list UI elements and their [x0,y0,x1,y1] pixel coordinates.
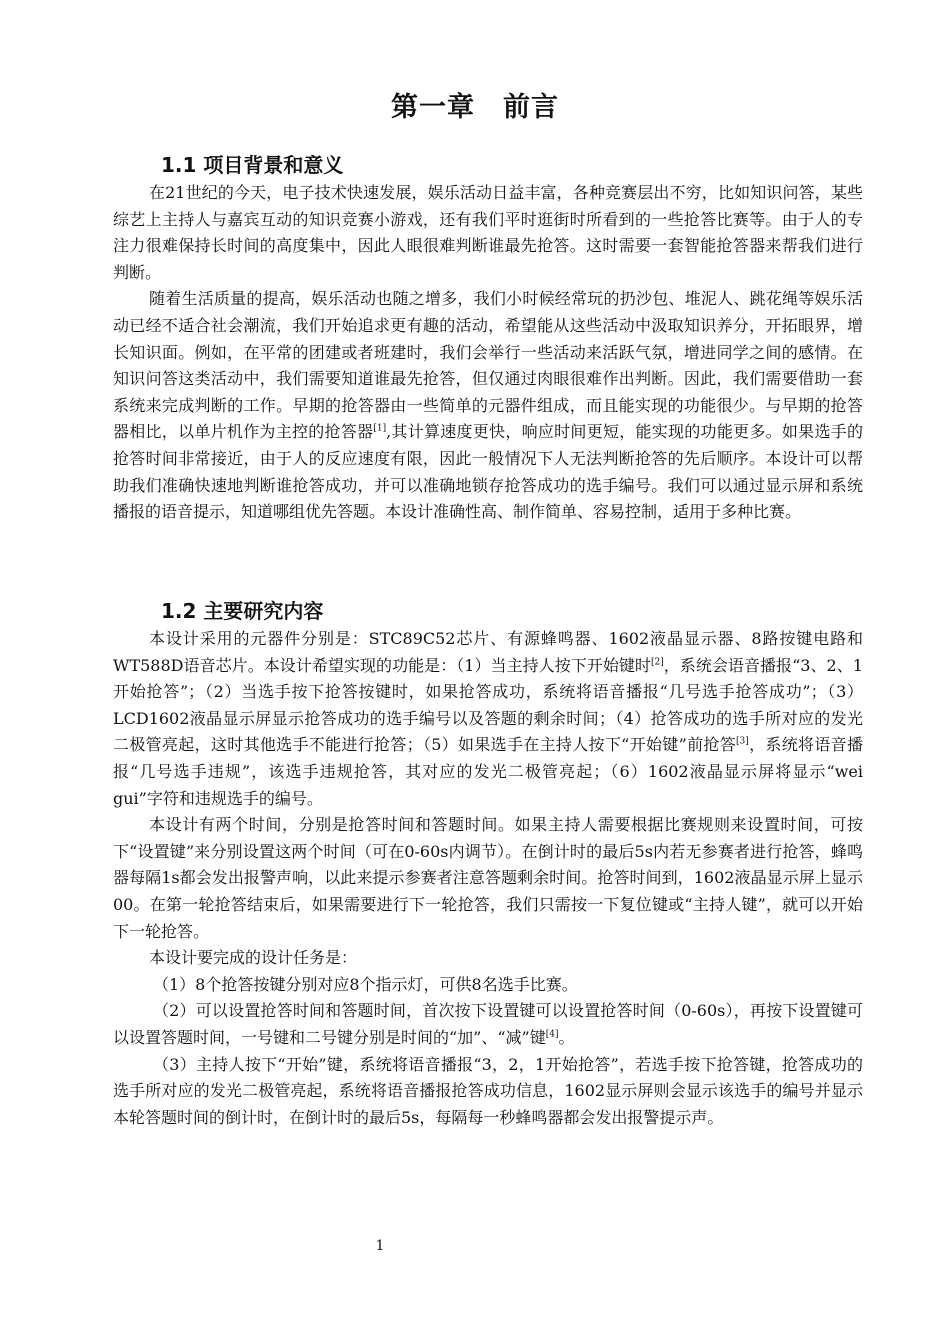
task-item: （1）8个抢答按键分别对应8个指示灯，可供8名选手比赛。 [153,974,578,994]
citation: [1] [373,424,387,435]
section-1-1 [113,150,863,526]
paragraph: 本设计有两个时间，分别是抢答时间和答题时间。如果主持人需要根据比赛规则来设置时间，可按下“设置键”来分别设置这两个时间（可在0-60s内调节）。在倒计时的最后5s内若无参赛者进行抢答，蜂鸣器每隔1s都会发出报警声响，以此来提示参赛者注意答题剩余时间。抢答时间到，1602液晶显示屏上显示00。在第一轮抢答结束后，如果需要进行下一轮抢答，我们只需按一下复位键或“主持人键”，就可以开始下一轮抢答。 [113,815,863,941]
text-run: ，系统将语音播报“几号选手违规”，该选手违规抢答，其对应的发光二极管亮起；（6）1602液晶显示屏将显示“wei gui”字符和违规选手的编号。 [113,735,863,808]
text-run: ,其计算速度更快，响应时间更短，能实现的功能更多。如果选手的抢答时间非常接近，由于人的反应速度有限，因此一般情况下人无法判断抢答的先后顺序。本设计可以帮助我们准确快速地判断谁抢答成功，并可以准确地锁存抢答成功的选手编号。我们可以通过显示屏和系统播报的语音提示，知道哪组优先答题。本设计准确性高、制作简单、容易控制，适用于多种比赛。 [113,422,863,522]
paragraph [113,286,863,525]
citation: [4] [545,1029,559,1040]
section-heading-1-1: 1.1 项目背景和意义 [161,153,344,177]
text-run: ，系统会语音播报“3、2、1开始抢答”；（2）当选手按下抢答按键时，如果抢答成功，系统将语音播报“几号选手抢答成功”；（3）LCD1602液晶显示屏显示抢答成功的选手编号以及答题的剩余时间；（4）抢答成功的选手所对应的发光二极管亮起，这时其他选手不能进行抢答；（5）如果选手在主持人按下“开始键”前抢答 [113,655,863,755]
chapter-title: 第一章 前言 [391,92,559,123]
section-heading-1-2: 1.2 主要研究内容 [161,599,324,623]
text-run: （2）可以设置抢答时间和答题时间，首次按下设置键可以设置抢答时间（0-60s），再按下设置键可以设置答题时间，一号键和二号键分别是时间的“加”、“减”键 [113,1001,863,1047]
task-item: （3）主持人按下“开始”键，系统将语音播报“3，2，1开始抢答”，若选手按下抢答键，抢答成功的选手所对应的发光二极管亮起，系统将语音播报抢答成功信息，1602显示屏则会显示该选手的编号并显示本轮答题时间的倒计时，在倒计时的最后5s，每隔每一秒蜂鸣器都会发出报警提示声。 [113,1054,863,1127]
text-run: 随着生活质量的提高，娱乐活动也随之增多，我们小时候经常玩的扔沙包、堆泥人、跳花绳等娱乐活动已经不适合社会潮流，我们开始追求更有趣的活动，希望能从这些活动中汲取知识养分，开拓眼界，增长知识面。例如，在平常的团建或者班建时，我们会举行一些活动来活跃气氛，增进同学之间的感情。在知识问答这类活动中，我们需要知道谁最先抢答，但仅通过肉眼很难作出判断。因此，我们需要借助一套系统来完成判断的工作。早期的抢答器由一些简单的元器件组成，而且能实现的功能很少。与早期的抢答器相比，以单片机作为主控的抢答器 [113,289,863,442]
paragraph: 在21世纪的今天，电子技术快速发展，娱乐活动日益丰富，各种竞赛层出不穷，比如知识问答，某些综艺上主持人与嘉宾互动的知识竞赛小游戏，还有我们平时逛街时所看到的一些抢答比赛等。由于人的专注力很难保持长时间的高度集中，因此人眼很难判断谁最先抢答。这时需要一套智能抢答器来帮我们进行判断。 [113,183,863,282]
task-item [113,998,863,1051]
text-run: 。 [558,1027,575,1047]
citation: [2] [650,657,664,668]
page-number: 1 [375,1238,385,1254]
paragraph [113,626,863,812]
text-run: 本设计采用的元器件分别是：STC89C52芯片、有源蜂鸣器、1602液晶显示器、8路按键电路和WT588D语音芯片。本设计希望实现的功能是：（1）当主持人按下开始键时 [113,629,863,675]
citation: [3] [736,737,749,748]
paragraph: 本设计要完成的设计任务是： [149,948,358,968]
section-1-2 [113,596,863,1131]
